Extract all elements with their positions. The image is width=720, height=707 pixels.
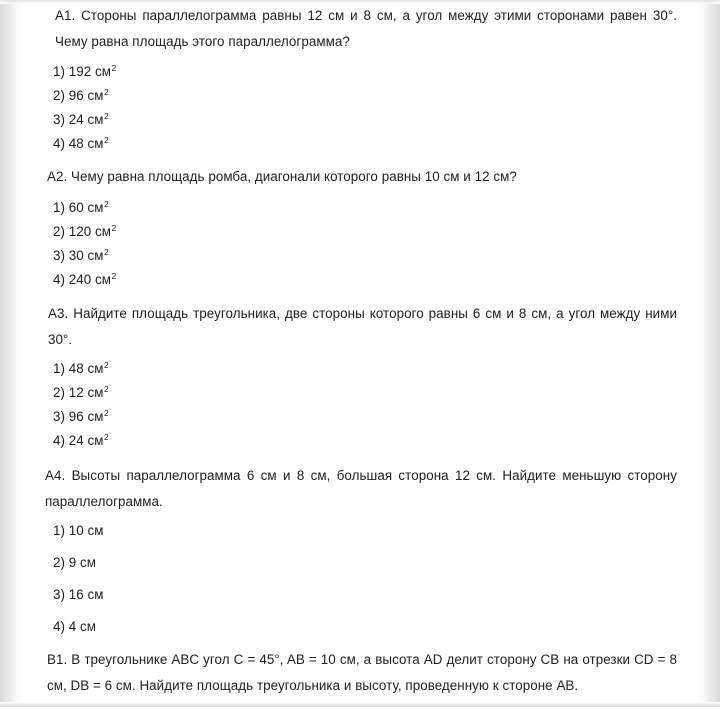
question-a2-option-3: 3) 30 $см^2$: [53, 247, 109, 263]
question-a4-text: A4. Высоты параллелограмма 6 см и 8 см, большая сторона 12 см. Найдите меньшую сторону параллелограмма.: [45, 468, 677, 509]
question-a2-text: A2. Чему равна площадь ромба, диагонали которого равны 10 см и 12 см?: [47, 169, 517, 184]
page-edge-right: [698, 0, 720, 707]
question-a1-text: A1. Стороны параллелограмма равны 12 см и 8 см, а угол между этими сторонами равен 30°. Чему равна площадь этого параллелограмма?: [55, 8, 677, 49]
question-a1-option-3: 3) 24 $см^2$: [53, 111, 109, 127]
question-a4-option-2: 2) 9 см: [53, 555, 97, 570]
question-a2-option-1: 1) 60 $см^2$: [53, 199, 109, 215]
question-a1-option-1: 1) 192 $см^2$: [53, 63, 117, 79]
question-a4-option-4: 4) 4 см: [53, 619, 97, 634]
question-a3-text: A3. Найдите площадь треугольника, две стороны которого равны 6 см и 8 см, а угол между ними 30°.: [48, 306, 677, 347]
question-a1-option-2: 2) 96 $см^2$: [53, 87, 109, 103]
question-a4-option-3: 3) 16 см: [53, 587, 104, 602]
page-edge-left: [0, 0, 22, 707]
question-a3-option-4: 4) 24 $см^2$: [53, 432, 109, 448]
question-a3-option-2: 2) 12 $см^2$: [53, 384, 109, 400]
page-edge-bottom: [0, 702, 720, 707]
question-a4-option-1: 1) 10 см: [53, 523, 104, 538]
question-a3-option-3: 3) 96 $см^2$: [53, 408, 109, 424]
question-a2-option-4: 4) 240 $см^2$: [53, 271, 117, 287]
question-a1-option-4: 4) 48 $см^2$: [53, 135, 109, 151]
question-b1-text: B1. В треугольнике ABC угол C = 45°, AB = 10 см, а высота AD делит сторону CB на отрезки CD = 8 см, DB = 6 см. Найдите площадь треугольника и высоту, проведенную к стороне AB.: [47, 652, 677, 693]
question-a3-option-1: 1) 48 $см^2$: [53, 360, 109, 376]
question-a2-option-2: 2) 120 $см^2$: [53, 223, 117, 239]
